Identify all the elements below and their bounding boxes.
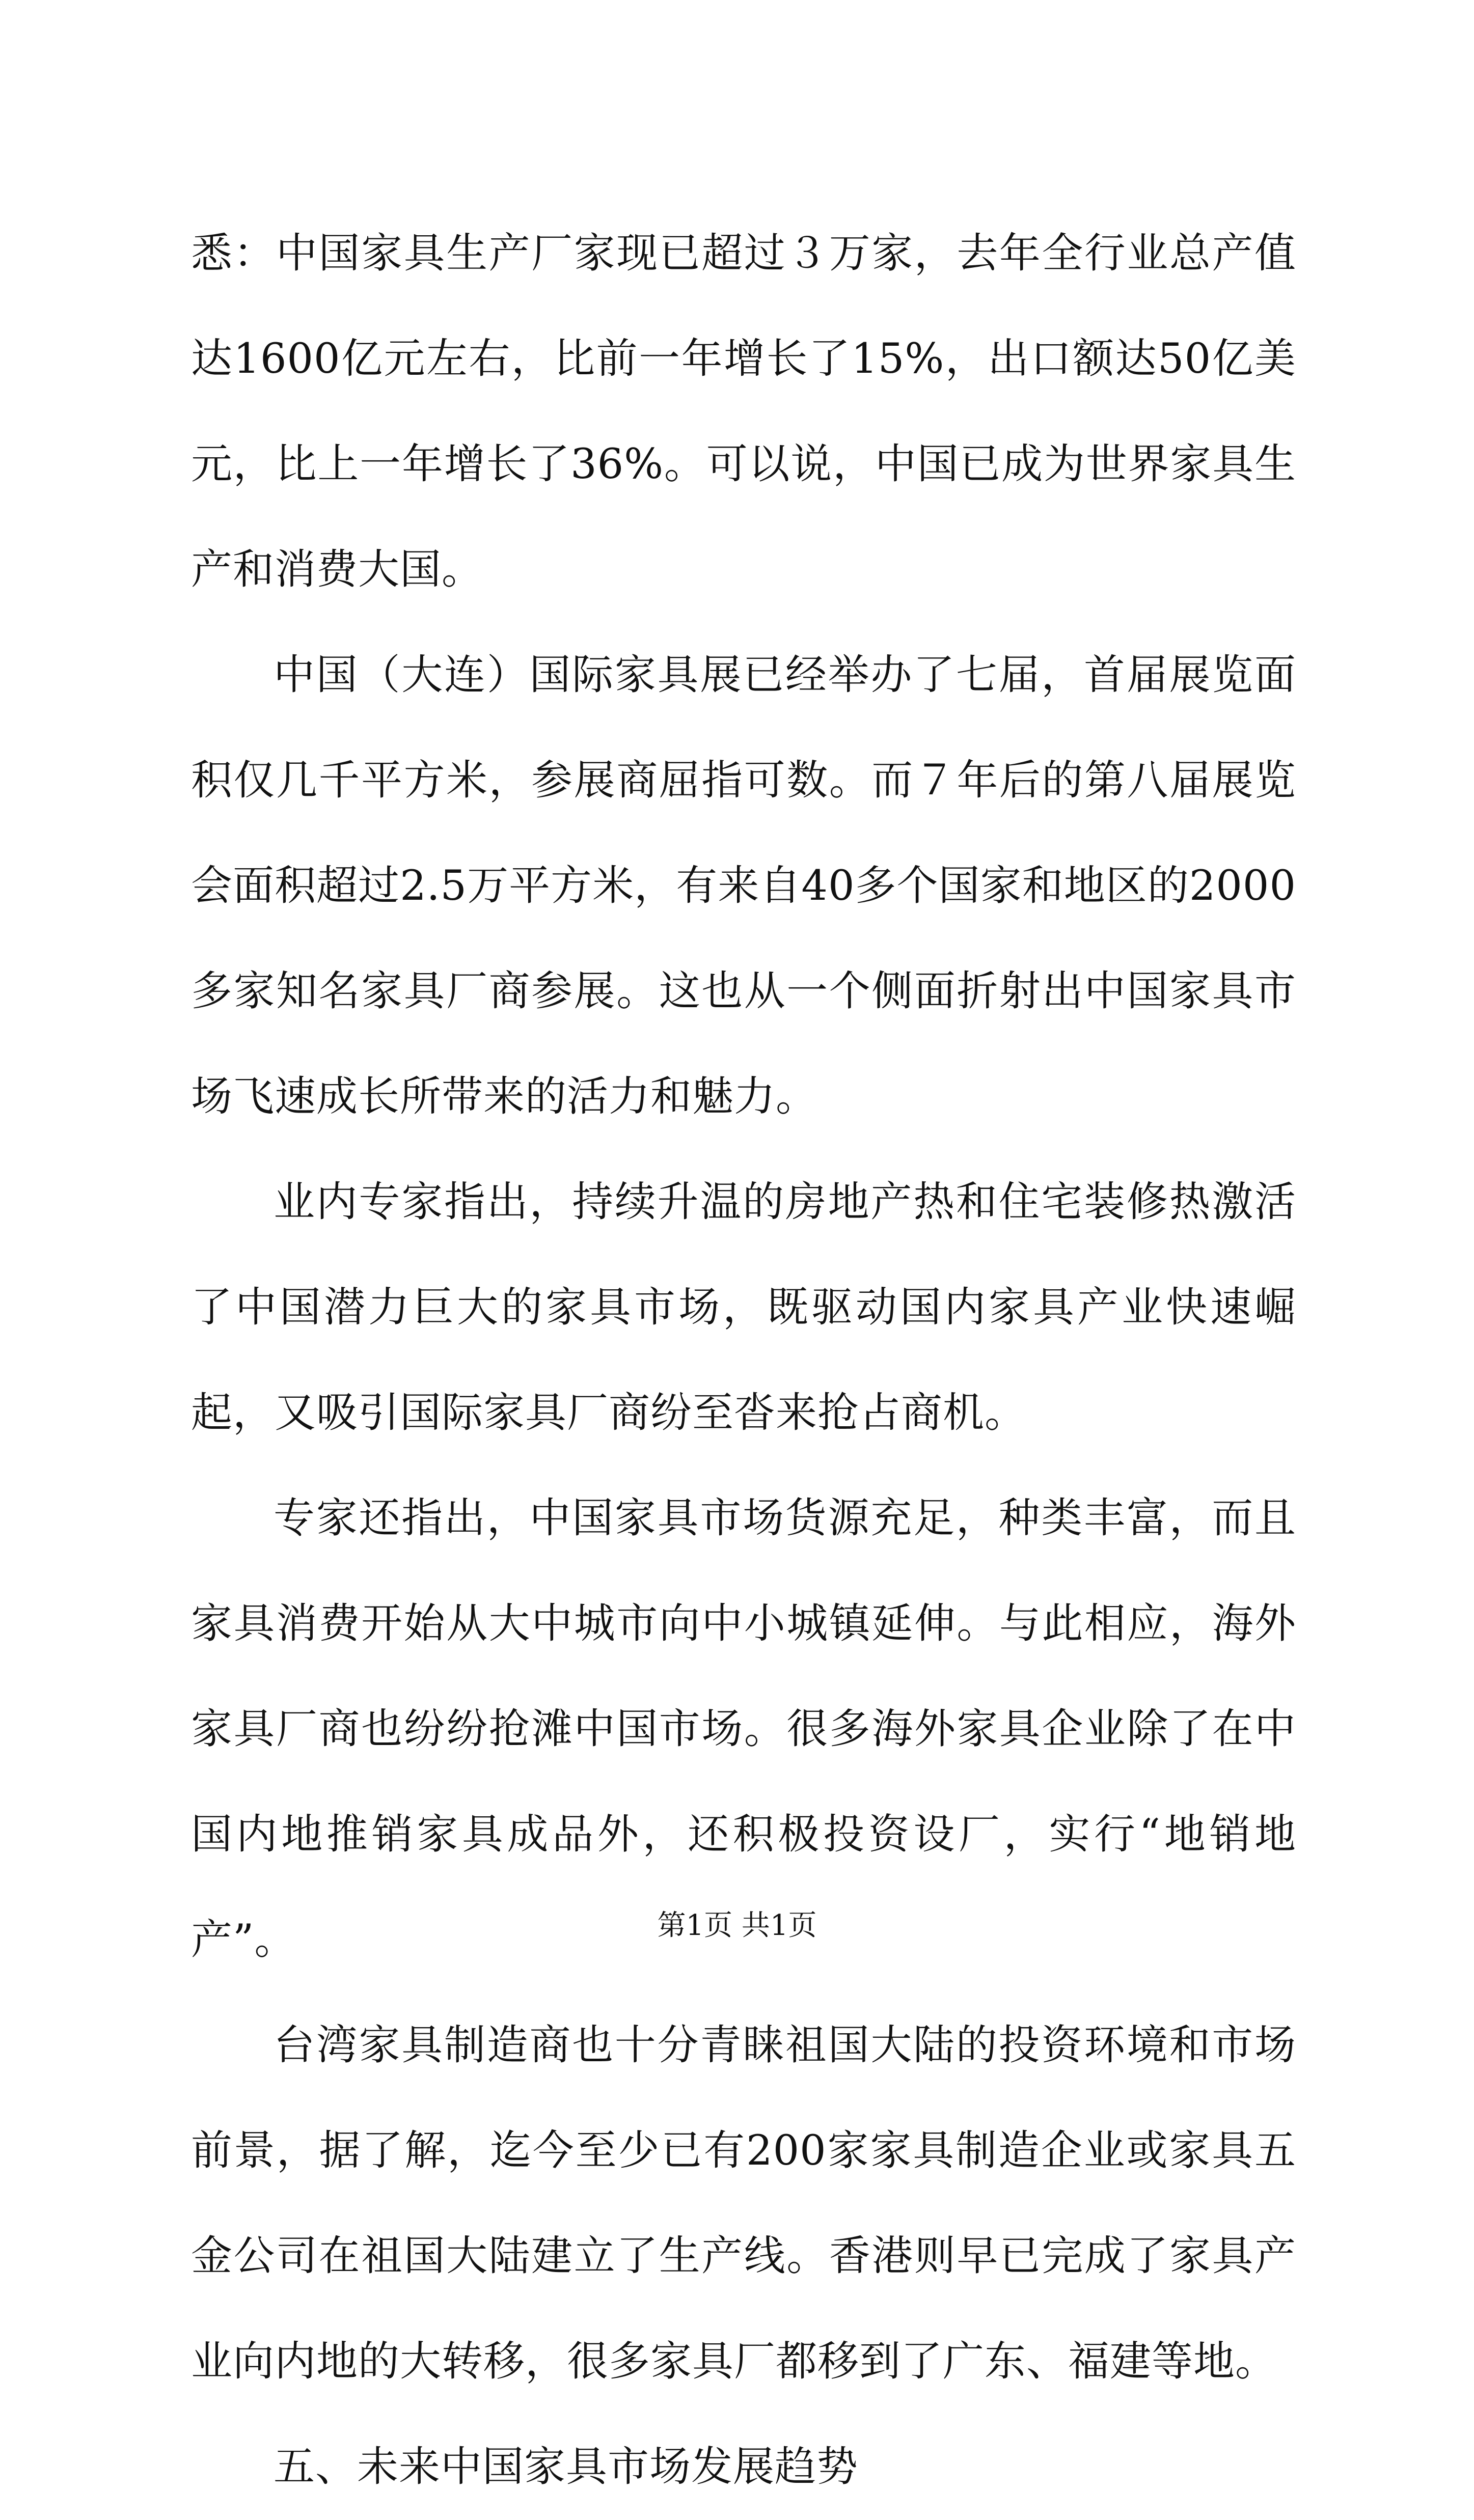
paragraph-4: 专家还指出，中国家具市场货源充足，种类丰富，而且家具消费开始从大中城市向中小城镇延伸。与此相应，海外家具厂商也纷纷抢滩中国市场。很多海外家具企业除了在中国内地推销家具成品外，还积极投资设厂，实行“地销地产”。 <box>191 1494 1296 1964</box>
document-body <box>191 201 1296 2520</box>
paragraph-3: 业内专家指出，持续升温的房地产热和住宅装修热激活了中国潜力巨大的家具市场，既驱动国内家具产业快速崛起，又吸引国际家具厂商纷至沓来抢占商机。 <box>191 1178 1296 1437</box>
page-footer: 第1页 共1页 <box>657 1909 817 1942</box>
paragraph-1: 悉：中国家具生产厂家现已超过３万家，去年全行业总产值达1600亿元左右，比前一年增长了15%，出口额达50亿美元，比上一年增长了36%。可以说，中国已成为世界家具生产和消费大国。 <box>191 230 1296 594</box>
paragraph-2: 中国（大连）国际家具展已经举办了七届，首届展览面积仅几千平方米，参展商屈指可数。而７年后的第八届展览会面积超过2.5万平方米，有来自40多个国家和地区的2000多家知名家具厂商参展。这也从一个侧面折射出中国家具市场飞速成长所带来的活力和魅力。 <box>191 651 1296 1121</box>
paragraph-5: 台湾家具制造商也十分青睐祖国大陆的投资环境和市场前景，据了解，迄今至少已有200家家具制造企业或家具五金公司在祖国大陆建立了生产线。香港则早已完成了家具产业向内地的大转移，很多家具厂都移到了广东、福建等地。 <box>191 2021 1296 2386</box>
section-heading: 五、未来中国家具市场发展趋势 <box>274 2443 859 2491</box>
